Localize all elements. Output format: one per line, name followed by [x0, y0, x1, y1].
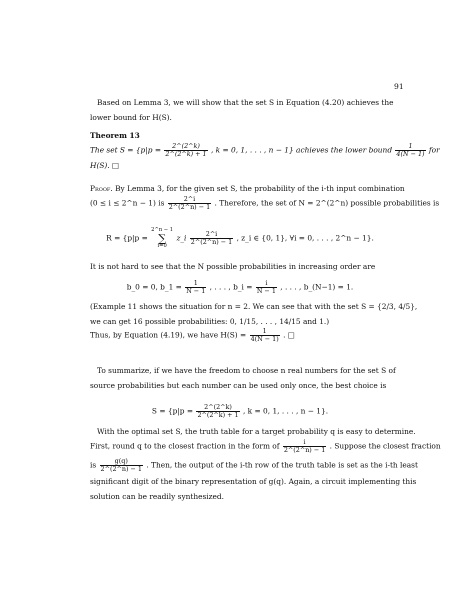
eq-R-den: 2^(2^n) − 1 — [190, 238, 233, 246]
theorem-end: H(S). □ — [90, 161, 119, 170]
theorem-frac-num: 2^(2^k) — [172, 142, 200, 150]
eq-b-den-1: N − 1 — [186, 287, 206, 295]
eq-b-post: , . . . , b_(N−1) = 1. — [280, 282, 354, 292]
thus-line — [90, 328, 390, 343]
eq-R-z: z_i — [176, 233, 187, 243]
final-line-2-pre: First, round q to the closest fraction in the form of — [90, 441, 280, 451]
proof-line-2-fraction — [168, 196, 211, 211]
theorem-mid: , k = 0, 1, . . . , n − 1} achieves the lower bound — [210, 145, 393, 155]
final-line-4: significant digit of the binary representation of g(q). Again, a circuit implementing this — [90, 477, 417, 486]
theorem-statement — [90, 142, 440, 158]
proof-label: Proof. — [90, 184, 113, 193]
theorem-pre: The set S = {p|p = — [90, 145, 162, 155]
thus-post: . □ — [283, 330, 295, 340]
eq-b-den-2: N − 1 — [256, 287, 276, 295]
intro-line-2: lower bound for H(S). — [90, 113, 172, 122]
final-line-3-fraction — [100, 458, 143, 473]
sum-bottom: i=0 — [157, 242, 167, 249]
thus-fraction — [250, 328, 280, 343]
eq-S-post: , k = 0, 1, . . . , n − 1}. — [242, 406, 329, 416]
sum-top: 2^n − 1 — [151, 227, 174, 233]
summation-symbol — [151, 228, 173, 249]
summary-line-1: To summarize, if we have the freedom to choose n real numbers for the set S of — [97, 366, 396, 375]
proof-line-2-num: 2^i — [183, 195, 196, 203]
eq-S-den: 2^(2^k) + 1 — [197, 411, 239, 419]
thus-den: 4(N − 1) — [250, 335, 279, 343]
theorem-bound-num: 1 — [408, 142, 413, 150]
proof-line-2-den: 2^(2^n) − 1 — [168, 203, 211, 211]
final-line-2-post: . Suppose the closest fraction — [329, 441, 441, 451]
equation-R — [90, 228, 390, 249]
final-line-3-num: g(q) — [114, 457, 128, 465]
final-line-3-den: 2^(2^n) − 1 — [100, 465, 142, 473]
eq-S-fraction — [196, 404, 239, 419]
theorem-bound — [395, 143, 425, 158]
final-line-1: With the optimal set S, the truth table for a target probability q is easy to determine. — [97, 427, 416, 436]
eq-R-pre: R = {p|p = — [106, 233, 148, 243]
proof-line-2-pre: (0 ≤ i ≤ 2^n − 1) is — [90, 198, 165, 208]
eq-b-num-1: 1 — [193, 279, 198, 287]
proof-line-2 — [90, 195, 440, 211]
thus-pre: Thus, by Equation (4.19), we have H(S) = — [90, 330, 247, 340]
proof-line-1-text: By Lemma 3, for the given set S, the probability of the i-th input combination — [115, 184, 405, 193]
eq-b-fraction-2 — [256, 280, 277, 295]
summary-line-2: source probabilities but each number can be used only once, the best choice is — [90, 381, 387, 390]
theorem-heading: Theorem 13 — [90, 131, 140, 140]
eq-b-fraction-1 — [185, 280, 206, 295]
eq-b-num-2: i — [265, 279, 268, 287]
theorem-post: for — [428, 145, 440, 155]
final-line-2 — [90, 438, 441, 454]
theorem-bound-den: 4(N − 1) — [396, 150, 425, 158]
page-number: 91 — [394, 82, 404, 91]
sigma-icon: ∑ — [158, 231, 167, 245]
final-line-5: solution can be readily synthesized. — [90, 492, 224, 501]
eq-b-pre: b_0 = 0, b_1 = — [126, 282, 182, 292]
final-line-3 — [90, 457, 418, 473]
final-line-2-num: i — [303, 438, 306, 446]
theorem-fraction — [164, 143, 207, 158]
eq-R-fraction — [190, 231, 233, 246]
equation-S — [90, 404, 390, 419]
final-line-2-fraction — [283, 439, 326, 454]
equation-b — [90, 280, 390, 295]
eq-R-post: , z_i ∈ {0, 1}, ∀i = 0, . . . , 2^n − 1}. — [236, 233, 374, 243]
example-line-1: (Example 11 shows the situation for n = 2. We can see that with the set S = {2/3, 4/5}, — [90, 302, 418, 311]
proof-line-2-post: . Therefore, the set of N = 2^(2^n) possible probabilities is — [214, 198, 440, 208]
eq-b-mid: , . . . , b_i = — [209, 282, 253, 292]
final-line-3-post: . Then, the output of the i-th row of the truth table is set as the i-th least — [146, 460, 418, 470]
eq-S-num: 2^(2^k) — [204, 403, 232, 411]
eq-S-pre: S = {p|p = — [151, 406, 194, 416]
final-line-2-den: 2^(2^n) − 1 — [283, 446, 326, 454]
final-line-3-pre: is — [90, 460, 97, 470]
theorem-frac-den: 2^(2^k) + 1 — [165, 150, 207, 158]
example-line-2: we can get 16 possible probabilities: 0, 1/15, . . . , 14/15 and 1.) — [90, 317, 330, 326]
thus-num: 1 — [262, 327, 267, 335]
eq-R-num: 2^i — [205, 230, 218, 238]
proof-line-3: It is not hard to see that the N possible probabilities in increasing order are — [90, 262, 376, 271]
intro-line-1: Based on Lemma 3, we will show that the set S in Equation (4.20) achieves the — [97, 98, 394, 107]
proof-line-1 — [90, 184, 405, 194]
